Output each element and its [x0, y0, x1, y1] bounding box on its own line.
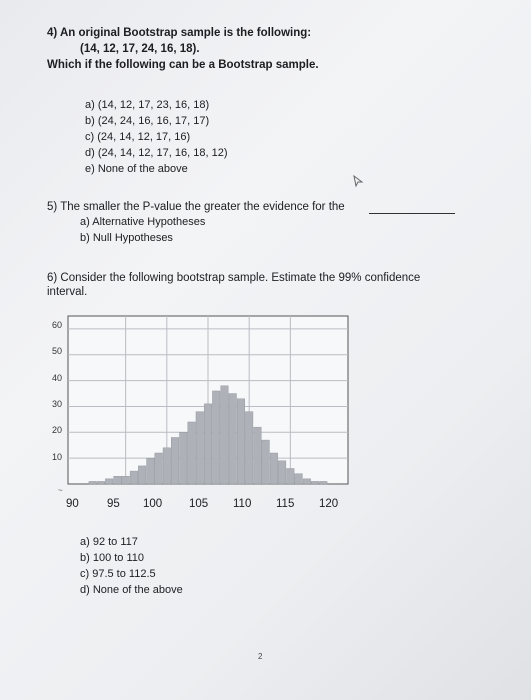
page-number: 2	[258, 652, 263, 661]
y-tick-20: 20	[52, 425, 63, 435]
y-tick-50: 50	[52, 346, 63, 356]
histogram-bar	[171, 437, 179, 484]
q4-line-2: (14, 12, 17, 24, 16, 18).	[80, 43, 200, 55]
histogram-bar	[245, 412, 253, 484]
histogram-bar	[138, 466, 146, 484]
histogram-bar	[254, 427, 262, 484]
q4-line-3: Which if the following can be a Bootstrap sample.	[47, 59, 319, 71]
histogram-bar	[278, 461, 286, 484]
x-tick-95: 95	[107, 498, 120, 510]
x-tick-100: 100	[143, 498, 163, 510]
q6-line-1: 6) Consider the following bootstrap sample. Estimate the 99% confidence	[47, 272, 421, 284]
q5-line-1: 5) The smaller the P-value the greater the evidence for the	[47, 201, 345, 213]
histogram-bar	[114, 476, 122, 484]
cursor-arrow-icon	[352, 175, 364, 187]
q6-option-b: b) 100 to 110	[80, 552, 145, 564]
y-tick-40: 40	[52, 373, 63, 383]
y-tick-10: 10	[52, 452, 63, 462]
axis-break-mark: ~	[58, 486, 63, 495]
q4-option-c: c) (24, 14, 12, 17, 16)	[85, 131, 191, 143]
x-tick-120: 120	[319, 498, 339, 510]
q6-option-d: d) None of the above	[80, 584, 183, 596]
y-tick-60: 60	[52, 320, 63, 330]
histogram-bar	[188, 422, 196, 484]
histogram-bar	[89, 481, 97, 484]
histogram-bar	[155, 453, 163, 484]
histogram-bar	[212, 391, 220, 484]
x-tick-115: 115	[276, 498, 295, 510]
x-tick-110: 110	[233, 498, 252, 510]
q5-option-b: b) Null Hypotheses	[80, 232, 173, 244]
q4-option-d: d) (24, 14, 12, 17, 16, 18, 12)	[85, 147, 228, 159]
q5-option-a: a) Alternative Hypotheses	[80, 216, 206, 228]
histogram-bar	[229, 394, 237, 484]
histogram-bar	[147, 458, 155, 484]
histogram-bar	[204, 404, 212, 484]
histogram-bar	[97, 481, 105, 484]
y-tick-30: 30	[52, 399, 63, 409]
q6-line-2: interval.	[47, 286, 88, 298]
histogram-bar	[163, 448, 171, 484]
histogram-bar	[105, 479, 113, 484]
histogram-bar	[295, 474, 303, 484]
q4-option-b: b) (24, 24, 16, 16, 17, 17)	[85, 115, 210, 127]
histogram-bar	[196, 412, 204, 484]
histogram-bar	[237, 399, 245, 484]
histogram-bar	[221, 386, 229, 484]
histogram-bar	[262, 440, 270, 484]
histogram-bar	[303, 479, 311, 484]
x-tick-105: 105	[189, 498, 209, 510]
histogram-bar	[287, 468, 295, 484]
q4-option-a: a) (14, 12, 17, 23, 16, 18)	[85, 99, 210, 111]
q4-option-e: e) None of the above	[85, 163, 188, 175]
q6-option-c: c) 97.5 to 112.5	[80, 568, 156, 580]
histogram-bar	[180, 432, 188, 484]
histogram-bar	[311, 481, 319, 484]
histogram-bar	[122, 476, 130, 484]
x-tick-90: 90	[66, 498, 79, 510]
q4-line-1: 4) An original Bootstrap sample is the following:	[47, 27, 312, 39]
bootstrap-histogram	[46, 313, 352, 489]
q6-option-a: a) 92 to 117	[80, 536, 138, 548]
histogram-bar	[270, 453, 278, 484]
answer-blank-line	[369, 213, 455, 214]
histogram-bar	[320, 481, 328, 484]
histogram-bar	[130, 471, 138, 484]
